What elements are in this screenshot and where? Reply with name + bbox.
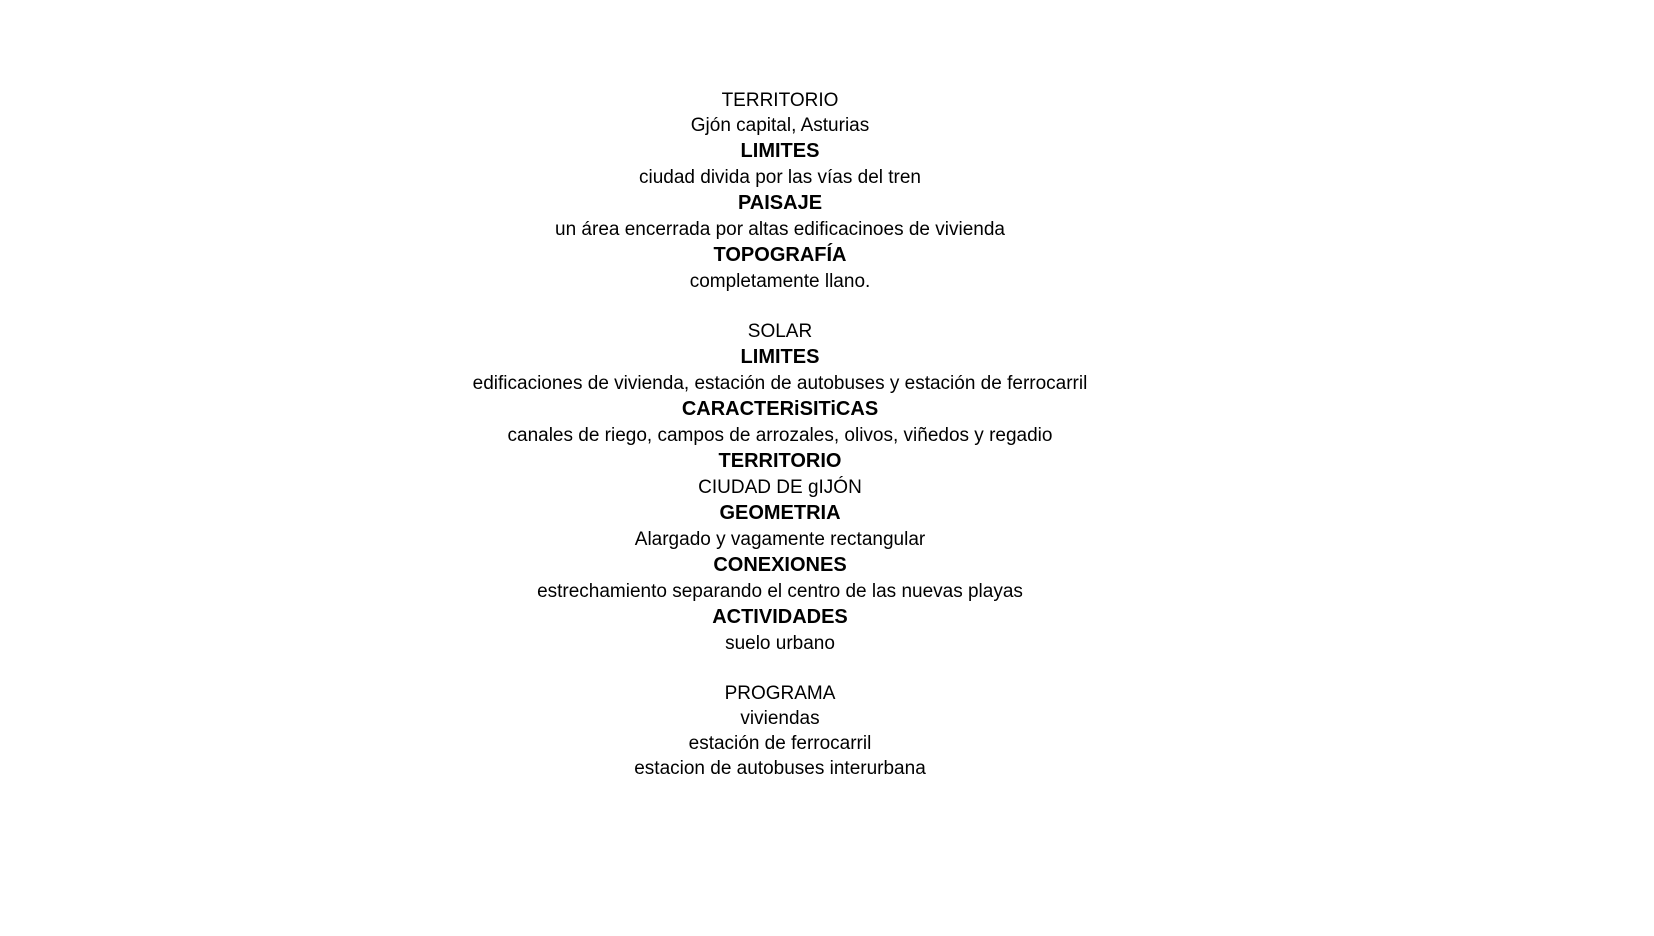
programa-heading: PROGRAMA: [724, 683, 836, 704]
limites-text: ciudad divida por las vías del tren: [639, 167, 921, 188]
topografia-label: TOPOGRAFÍA: [713, 244, 847, 266]
actividades-text: suelo urbano: [725, 633, 835, 654]
territorio-heading: TERRITORIO: [721, 90, 839, 111]
geometria-text: Alargado y vagamente rectangular: [634, 529, 926, 550]
geometria-label: GEOMETRIA: [719, 502, 841, 524]
topografia-text: completamente llano.: [689, 271, 871, 292]
solar-territorio-label: TERRITORIO: [718, 450, 842, 472]
paisaje-label: PAISAJE: [737, 192, 823, 214]
section-programa: [0, 681, 1560, 781]
solar-limites-label: LIMITES: [740, 346, 820, 368]
section-solar: [0, 319, 1560, 656]
limites-label: LIMITES: [740, 140, 820, 162]
section-territorio: [0, 88, 1560, 294]
programa-item-estacion-ferrocarril: estación de ferrocarril: [688, 733, 872, 754]
caracteristicas-text: canales de riego, campos de arrozales, olivos, viñedos y regadio: [507, 425, 1053, 446]
solar-limites-text: edificaciones de vivienda, estación de autobuses y estación de ferrocarril: [472, 373, 1088, 394]
paisaje-text: un área encerrada por altas edificacinoes de vivienda: [555, 219, 1005, 240]
programa-item-estacion-autobuses: estacion de autobuses interurbana: [634, 758, 926, 779]
territorio-location: Gjón capital, Asturias: [690, 115, 870, 136]
actividades-label: ACTIVIDADES: [712, 606, 848, 628]
caracteristicas-label: CARACTERiSITiCAS: [681, 398, 879, 420]
conexiones-text: estrechamiento separando el centro de las nuevas playas: [537, 581, 1023, 602]
conexiones-label: CONEXIONES: [713, 554, 847, 576]
solar-territorio-text: CIUDAD DE gIJÓN: [698, 477, 862, 498]
solar-heading: SOLAR: [747, 321, 813, 342]
programa-item-viviendas: viviendas: [740, 708, 820, 729]
